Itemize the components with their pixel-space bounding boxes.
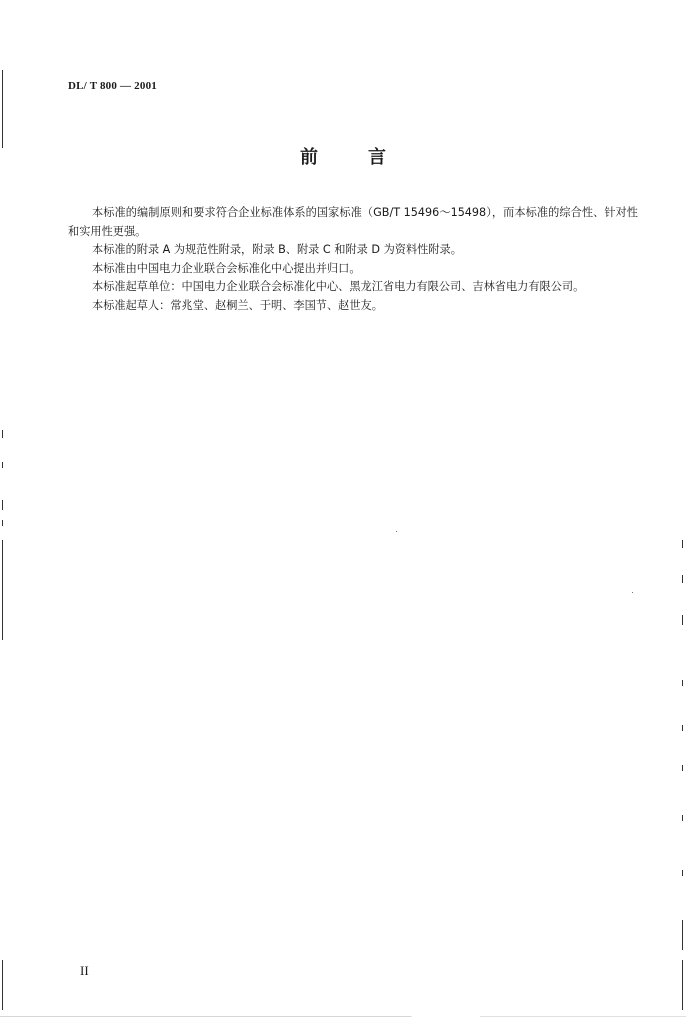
scan-edge-mark: [2, 500, 3, 510]
paragraph: 本标准的编制原则和要求符合企业标准体系的国家标准（GB/T 15496～15498），而本标准的综合性、针对性和实用性更强。: [68, 206, 638, 238]
scan-edge-mark: [2, 540, 3, 640]
paragraph: 本标准的附录 A 为规范性附录，附录 B、附录 C 和附录 D 为资料性附录。: [92, 243, 462, 256]
scan-edge-mark: [682, 960, 683, 1010]
page-number: II: [80, 963, 89, 978]
scan-edge-mark: [682, 680, 683, 686]
scan-edge-mark: [2, 520, 3, 526]
scan-edge-mark: [682, 540, 683, 548]
scan-edge-mark: [682, 765, 683, 771]
scan-bottom-line: [0, 1016, 686, 1017]
paragraph: 本标准起草人：常兆堂、赵桐兰、于明、李国节、赵世友。: [92, 298, 383, 312]
scan-edge-mark: [682, 615, 683, 625]
paragraph: 本标准起草单位：中国电力企业联合会标准化中心、黑龙江省电力有限公司、吉林省电力有限公司。: [92, 280, 585, 293]
scan-edge-mark: [2, 430, 3, 438]
scan-edge-mark: [682, 725, 683, 731]
paragraph: 本标准由中国电力企业联合会标准化中心提出并归口。: [92, 261, 361, 275]
section-title: 前言: [300, 147, 436, 168]
scan-edge-mark: [682, 870, 683, 876]
scan-speck: [396, 531, 397, 532]
foreword-body: [68, 204, 638, 315]
scan-edge-mark: [2, 462, 3, 468]
scan-speck: [632, 592, 633, 593]
scan-edge-mark: [682, 920, 683, 950]
scan-edge-mark: [682, 575, 683, 583]
scan-edge-mark: [2, 70, 3, 148]
scan-edge-mark: [2, 960, 3, 1010]
scan-edge-mark: [682, 815, 683, 821]
document-code: DL/ T 800 — 2001: [68, 80, 157, 92]
